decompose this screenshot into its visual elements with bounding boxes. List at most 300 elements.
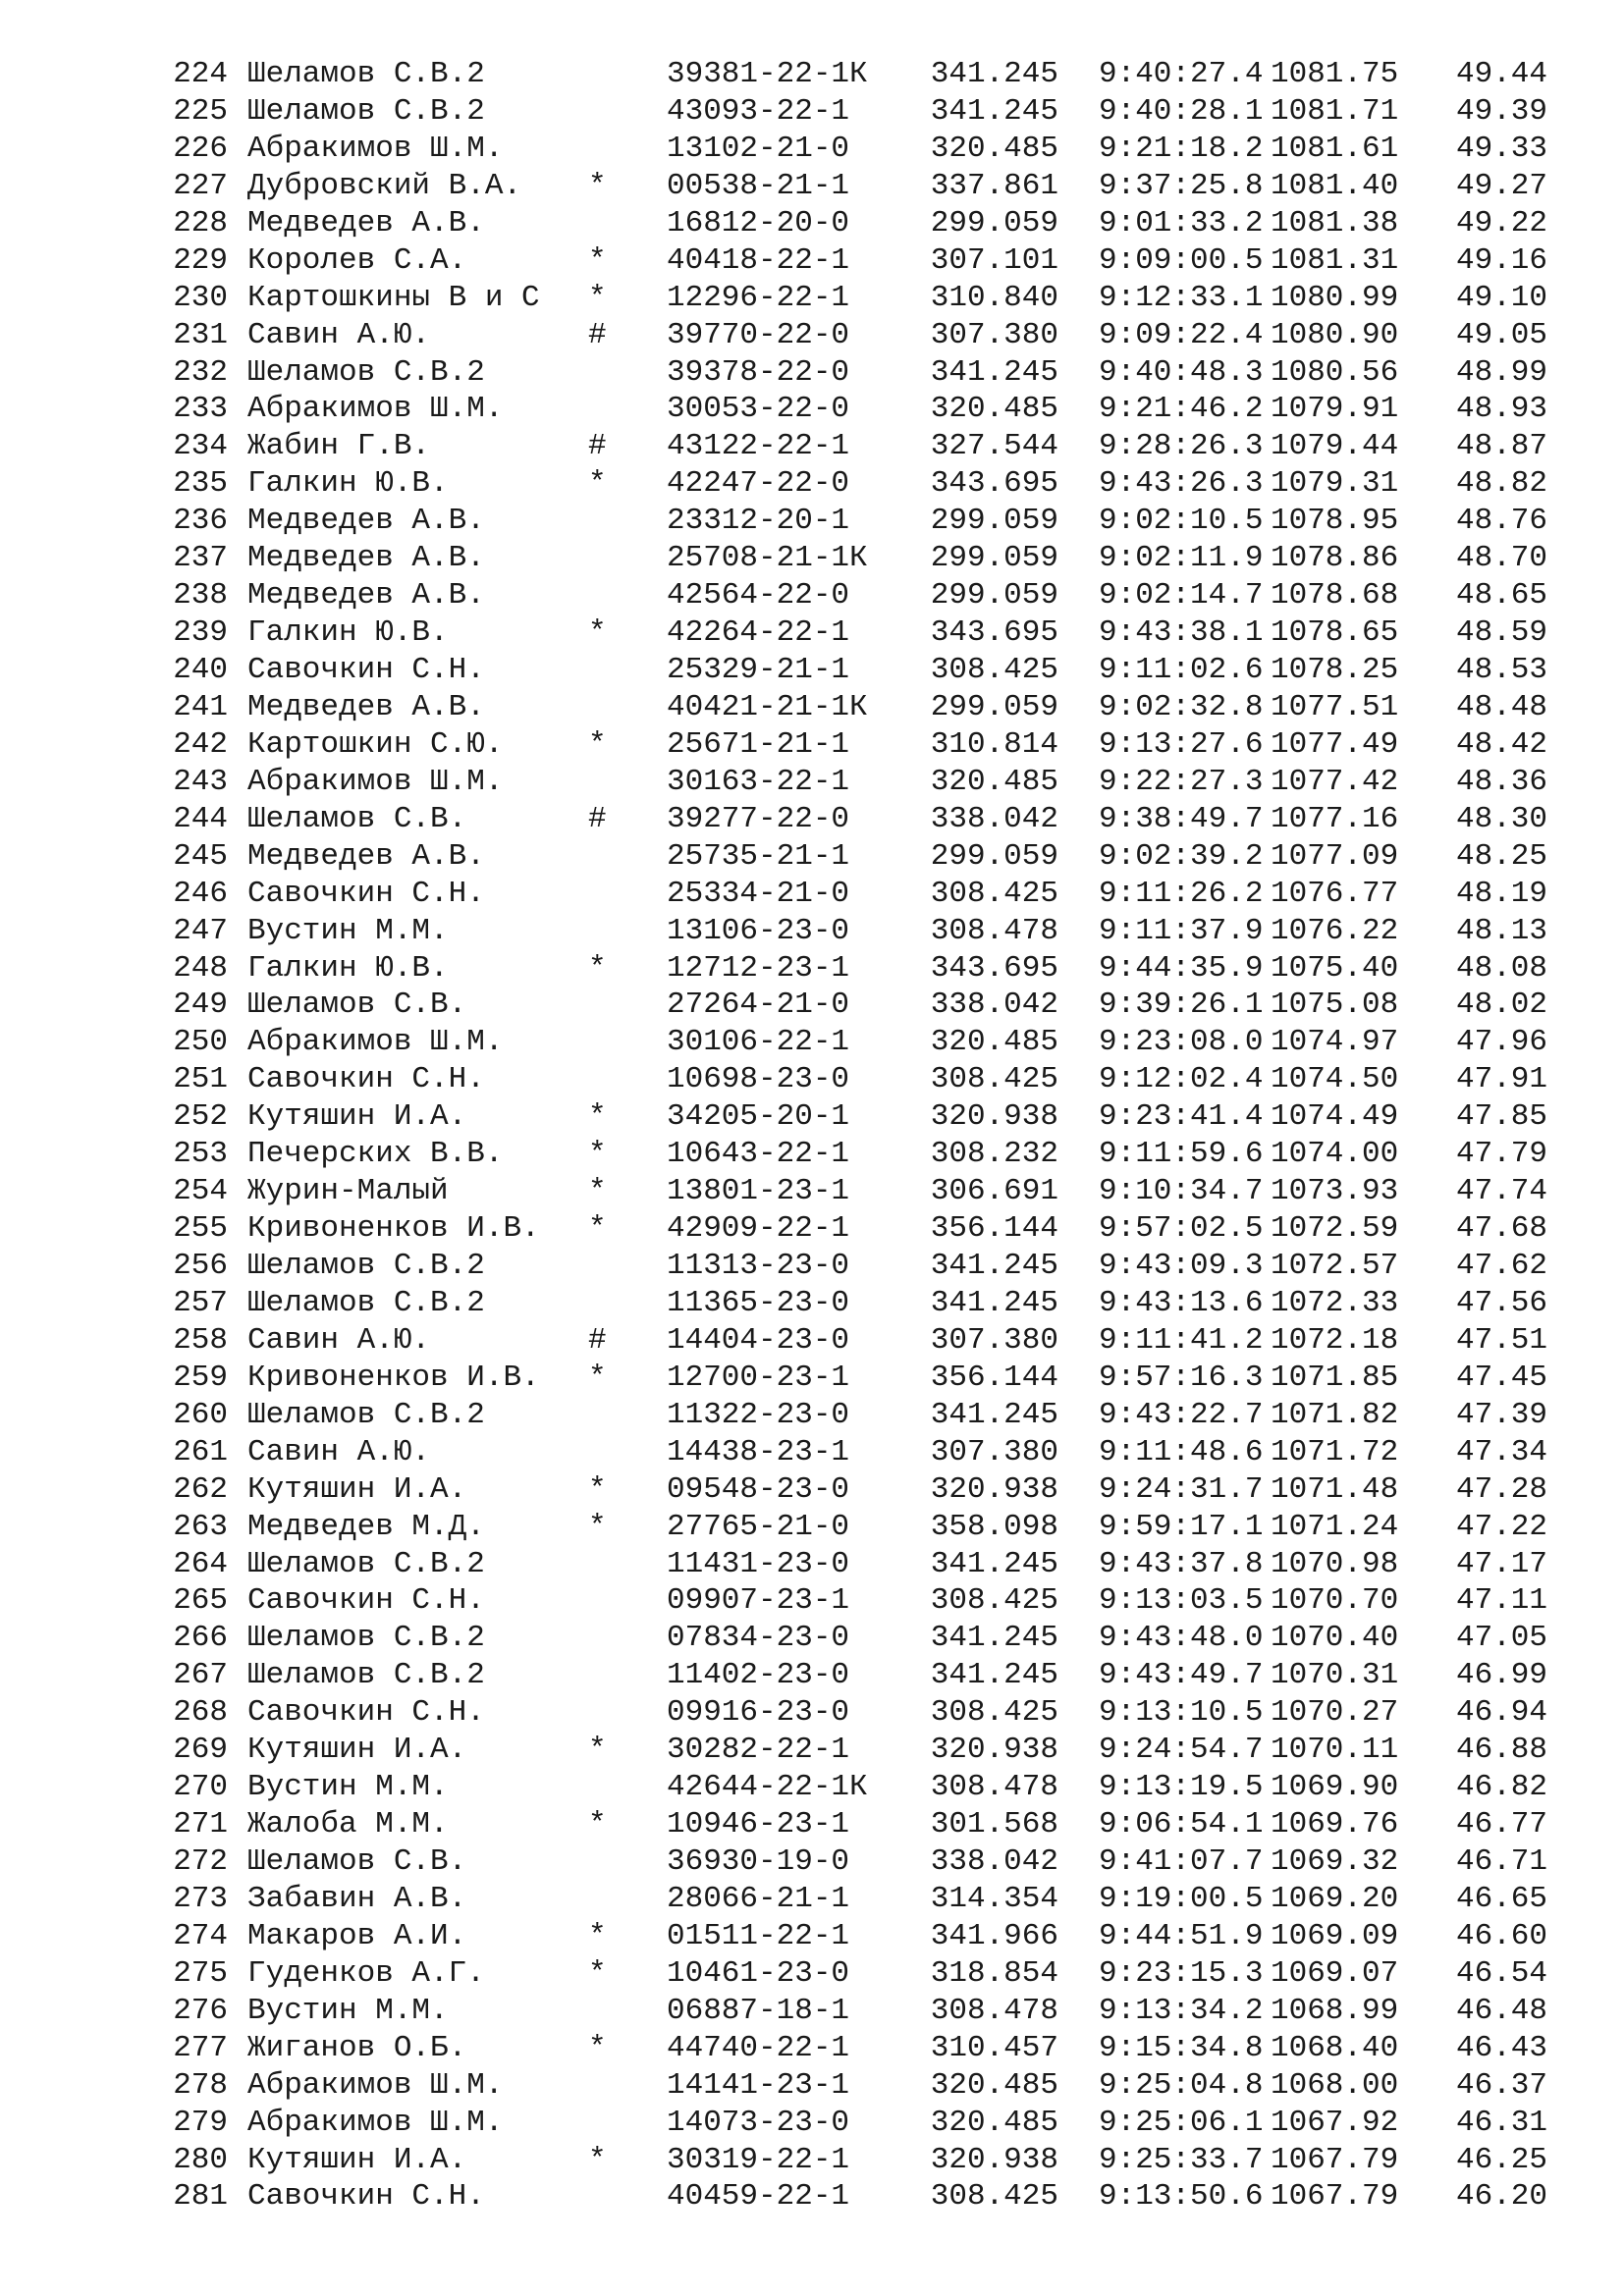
distance-cell: 308.478 — [930, 1770, 1058, 1805]
table-row — [171, 1136, 1585, 1173]
ring-number-cell: 30282-22-1 — [667, 1733, 850, 1768]
marker-cell: * — [588, 466, 607, 502]
arrival-time-cell: 9:21:18.2 — [1099, 131, 1264, 166]
arrival-time-cell: 9:02:32.8 — [1099, 689, 1264, 724]
distance-cell: 308.425 — [930, 2179, 1058, 2215]
ring-number-cell: 40459-22-1 — [667, 2179, 850, 2215]
arrival-time-cell: 9:43:26.3 — [1099, 466, 1264, 502]
table-row — [171, 93, 1585, 131]
place-cell: 255 — [173, 1211, 228, 1247]
speed-cell: 1070.98 — [1271, 1546, 1399, 1581]
ring-number-cell: 14141-23-1 — [667, 2067, 850, 2103]
place-cell: 260 — [173, 1397, 228, 1432]
arrival-time-cell: 9:40:28.1 — [1099, 93, 1264, 129]
table-row — [171, 1471, 1585, 1509]
table-row — [171, 2105, 1585, 2142]
fancier-name-cell: Кутяшин И.А. — [247, 1471, 467, 1507]
fancier-name-cell: Савочкин С.Н. — [247, 2179, 485, 2215]
points-cell: 46.43 — [1455, 2030, 1547, 2065]
place-cell: 243 — [173, 764, 228, 799]
arrival-time-cell: 9:59:17.1 — [1099, 1509, 1264, 1544]
marker-cell: * — [588, 726, 607, 762]
distance-cell: 318.854 — [930, 1955, 1058, 1991]
fancier-name-cell: Медведев М.Д. — [247, 1509, 485, 1544]
arrival-time-cell: 9:57:16.3 — [1099, 1360, 1264, 1395]
distance-cell: 308.425 — [930, 1583, 1058, 1619]
speed-cell: 1069.20 — [1271, 1881, 1399, 1916]
ring-number-cell: 12712-23-1 — [667, 950, 850, 986]
place-cell: 278 — [173, 2067, 228, 2103]
fancier-name-cell: Абракимов Ш.М. — [247, 2105, 504, 2140]
speed-cell: 1068.40 — [1271, 2030, 1399, 2065]
speed-cell: 1070.70 — [1271, 1583, 1399, 1619]
place-cell: 249 — [173, 988, 228, 1023]
points-cell: 48.53 — [1455, 653, 1547, 687]
place-cell: 264 — [173, 1546, 228, 1581]
place-cell: 250 — [173, 1025, 228, 1060]
table-row — [171, 2067, 1585, 2105]
marker-cell: * — [588, 1509, 607, 1544]
points-cell: 47.51 — [1455, 1322, 1547, 1358]
fancier-name-cell: Вустин М.М. — [247, 913, 449, 948]
fancier-name-cell: Кривоненков И.В. — [247, 1360, 540, 1395]
points-cell: 48.08 — [1455, 950, 1547, 986]
points-cell: 46.48 — [1455, 1993, 1547, 2028]
fancier-name-cell: Королев С.А. — [247, 242, 467, 278]
arrival-time-cell: 9:12:02.4 — [1099, 1062, 1264, 1097]
ring-number-cell: 16812-20-0 — [667, 205, 850, 240]
place-cell: 239 — [173, 615, 228, 651]
speed-cell: 1076.22 — [1271, 913, 1399, 948]
fancier-name-cell: Савин А.Ю. — [247, 1434, 431, 1469]
speed-cell: 1072.57 — [1271, 1249, 1399, 1283]
fancier-name-cell: Жиганов О.Б. — [247, 2030, 467, 2065]
place-cell: 261 — [173, 1434, 228, 1469]
points-cell: 47.22 — [1455, 1509, 1547, 1544]
distance-cell: 320.938 — [930, 1733, 1058, 1768]
place-cell: 267 — [173, 1658, 228, 1693]
place-cell: 280 — [173, 2142, 228, 2177]
speed-cell: 1072.18 — [1271, 1322, 1399, 1358]
speed-cell: 1067.79 — [1271, 2179, 1399, 2215]
ring-number-cell: 11402-23-0 — [667, 1658, 850, 1693]
ring-number-cell: 07834-23-0 — [667, 1621, 850, 1656]
speed-cell: 1070.31 — [1271, 1658, 1399, 1693]
distance-cell: 338.042 — [930, 801, 1058, 836]
place-cell: 265 — [173, 1583, 228, 1619]
table-row — [171, 2178, 1585, 2216]
ring-number-cell: 10461-23-0 — [667, 1955, 850, 1991]
place-cell: 248 — [173, 950, 228, 986]
marker-cell: * — [588, 242, 607, 278]
place-cell: 262 — [173, 1471, 228, 1507]
arrival-time-cell: 9:41:07.7 — [1099, 1844, 1264, 1879]
marker-cell: * — [588, 1471, 607, 1507]
ring-number-cell: 09907-23-1 — [667, 1583, 850, 1619]
place-cell: 269 — [173, 1733, 228, 1768]
speed-cell: 1077.09 — [1271, 838, 1399, 874]
ring-number-cell: 10698-23-0 — [667, 1062, 850, 1097]
marker-cell: * — [588, 1918, 607, 1953]
speed-cell: 1074.50 — [1271, 1062, 1399, 1097]
results-table — [171, 56, 1585, 2216]
arrival-time-cell: 9:13:34.2 — [1099, 1993, 1264, 2028]
points-cell: 47.34 — [1455, 1434, 1547, 1469]
fancier-name-cell: Кутяшин И.А. — [247, 1099, 467, 1135]
points-cell: 49.22 — [1455, 205, 1547, 240]
table-row — [171, 577, 1585, 614]
table-row — [171, 1620, 1585, 1657]
distance-cell: 338.042 — [930, 988, 1058, 1023]
ring-number-cell: 25671-21-1 — [667, 726, 850, 762]
ring-number-cell: 39277-22-0 — [667, 801, 850, 836]
distance-cell: 299.059 — [930, 504, 1058, 539]
ring-number-cell: 10643-22-1 — [667, 1137, 850, 1172]
speed-cell: 1077.16 — [1271, 801, 1399, 836]
distance-cell: 338.042 — [930, 1844, 1058, 1879]
speed-cell: 1069.32 — [1271, 1844, 1399, 1879]
place-cell: 231 — [173, 317, 228, 352]
speed-cell: 1075.08 — [1271, 988, 1399, 1023]
place-cell: 277 — [173, 2030, 228, 2065]
table-row — [171, 689, 1585, 726]
points-cell: 46.82 — [1455, 1770, 1547, 1805]
fancier-name-cell: Савочкин С.Н. — [247, 653, 485, 687]
ring-number-cell: 09916-23-0 — [667, 1695, 850, 1731]
table-row — [171, 1509, 1585, 1546]
arrival-time-cell: 9:11:59.6 — [1099, 1137, 1264, 1172]
place-cell: 235 — [173, 466, 228, 502]
distance-cell: 314.354 — [930, 1881, 1058, 1916]
speed-cell: 1080.56 — [1271, 354, 1399, 390]
ring-number-cell: 25334-21-0 — [667, 876, 850, 911]
ring-number-cell: 40421-21-1К — [667, 689, 868, 724]
points-cell: 48.48 — [1455, 689, 1547, 724]
speed-cell: 1077.51 — [1271, 689, 1399, 724]
table-row — [171, 764, 1585, 801]
fancier-name-cell: Шеламов С.В.2 — [247, 57, 485, 91]
fancier-name-cell: Кутяшин И.А. — [247, 2142, 467, 2177]
arrival-time-cell: 9:13:50.6 — [1099, 2179, 1264, 2215]
distance-cell: 299.059 — [930, 578, 1058, 614]
points-cell: 49.33 — [1455, 131, 1547, 166]
place-cell: 256 — [173, 1249, 228, 1283]
table-row — [171, 950, 1585, 988]
table-row — [171, 1732, 1585, 1769]
ring-number-cell: 42247-22-0 — [667, 466, 850, 502]
arrival-time-cell: 9:09:22.4 — [1099, 317, 1264, 352]
points-cell: 47.17 — [1455, 1546, 1547, 1581]
distance-cell: 356.144 — [930, 1360, 1058, 1395]
arrival-time-cell: 9:43:48.0 — [1099, 1621, 1264, 1656]
points-cell: 48.70 — [1455, 541, 1547, 576]
speed-cell: 1068.99 — [1271, 1993, 1399, 2028]
distance-cell: 308.425 — [930, 876, 1058, 911]
ring-number-cell: 14404-23-0 — [667, 1322, 850, 1358]
place-cell: 234 — [173, 429, 228, 464]
fancier-name-cell: Гуденков А.Г. — [247, 1955, 485, 1991]
table-row — [171, 652, 1585, 689]
points-cell: 48.65 — [1455, 578, 1547, 614]
distance-cell: 299.059 — [930, 838, 1058, 874]
arrival-time-cell: 9:23:15.3 — [1099, 1955, 1264, 1991]
fancier-name-cell: Печерских В.В. — [247, 1137, 504, 1172]
table-row — [171, 465, 1585, 503]
fancier-name-cell: Шеламов С.В.2 — [247, 1249, 485, 1283]
marker-cell: * — [588, 280, 607, 315]
ring-number-cell: 00538-21-1 — [667, 168, 850, 203]
ring-number-cell: 06887-18-1 — [667, 1993, 850, 2028]
arrival-time-cell: 9:40:48.3 — [1099, 354, 1264, 390]
ring-number-cell: 34205-20-1 — [667, 1099, 850, 1135]
distance-cell: 337.861 — [930, 168, 1058, 203]
table-row — [171, 1843, 1585, 1881]
place-cell: 258 — [173, 1322, 228, 1358]
place-cell: 233 — [173, 392, 228, 427]
points-cell: 48.19 — [1455, 876, 1547, 911]
speed-cell: 1070.40 — [1271, 1621, 1399, 1656]
ring-number-cell: 43093-22-1 — [667, 93, 850, 129]
place-cell: 268 — [173, 1695, 228, 1731]
speed-cell: 1069.07 — [1271, 1955, 1399, 1991]
points-cell: 48.02 — [1455, 988, 1547, 1023]
ring-number-cell: 14073-23-0 — [667, 2105, 850, 2140]
points-cell: 48.30 — [1455, 801, 1547, 836]
fancier-name-cell: Абракимов Ш.М. — [247, 392, 504, 427]
ring-number-cell: 42564-22-0 — [667, 578, 850, 614]
table-row — [171, 391, 1585, 428]
points-cell: 47.28 — [1455, 1471, 1547, 1507]
distance-cell: 308.425 — [930, 653, 1058, 687]
arrival-time-cell: 9:02:39.2 — [1099, 838, 1264, 874]
distance-cell: 308.232 — [930, 1137, 1058, 1172]
points-cell: 47.74 — [1455, 1174, 1547, 1209]
fancier-name-cell: Савочкин С.Н. — [247, 876, 485, 911]
points-cell: 48.36 — [1455, 764, 1547, 799]
fancier-name-cell: Картошкины В и С — [247, 280, 540, 315]
arrival-time-cell: 9:10:34.7 — [1099, 1174, 1264, 1209]
ring-number-cell: 27264-21-0 — [667, 988, 850, 1023]
points-cell: 49.05 — [1455, 317, 1547, 352]
ring-number-cell: 01511-22-1 — [667, 1918, 850, 1953]
ring-number-cell: 28066-21-1 — [667, 1881, 850, 1916]
distance-cell: 307.380 — [930, 1434, 1058, 1469]
table-row — [171, 1098, 1585, 1136]
distance-cell: 341.966 — [930, 1918, 1058, 1953]
fancier-name-cell: Абракимов Ш.М. — [247, 2067, 504, 2103]
distance-cell: 343.695 — [930, 615, 1058, 651]
table-row — [171, 1918, 1585, 1955]
place-cell: 271 — [173, 1807, 228, 1842]
table-row — [171, 987, 1585, 1024]
place-cell: 270 — [173, 1770, 228, 1805]
points-cell: 47.05 — [1455, 1621, 1547, 1656]
table-row — [171, 1397, 1585, 1434]
points-cell: 47.91 — [1455, 1062, 1547, 1097]
fancier-name-cell: Медведев А.В. — [247, 689, 485, 724]
points-cell: 47.39 — [1455, 1397, 1547, 1432]
fancier-name-cell: Шеламов С.В.2 — [247, 1546, 485, 1581]
place-cell: 230 — [173, 280, 228, 315]
arrival-time-cell: 9:43:49.7 — [1099, 1658, 1264, 1693]
arrival-time-cell: 9:01:33.2 — [1099, 205, 1264, 240]
points-cell: 47.11 — [1455, 1583, 1547, 1619]
fancier-name-cell: Кутяшин И.А. — [247, 1733, 467, 1768]
table-row — [171, 1360, 1585, 1397]
speed-cell: 1081.38 — [1271, 205, 1399, 240]
ring-number-cell: 12296-22-1 — [667, 280, 850, 315]
speed-cell: 1081.75 — [1271, 57, 1399, 91]
table-row — [171, 317, 1585, 354]
distance-cell: 341.245 — [930, 1658, 1058, 1693]
arrival-time-cell: 9:43:22.7 — [1099, 1397, 1264, 1432]
points-cell: 46.60 — [1455, 1918, 1547, 1953]
table-row — [171, 1322, 1585, 1360]
speed-cell: 1074.00 — [1271, 1137, 1399, 1172]
speed-cell: 1071.85 — [1271, 1360, 1399, 1395]
arrival-time-cell: 9:13:19.5 — [1099, 1770, 1264, 1805]
arrival-time-cell: 9:02:11.9 — [1099, 541, 1264, 576]
table-row — [171, 1546, 1585, 1583]
table-row — [171, 913, 1585, 950]
ring-number-cell: 11431-23-0 — [667, 1546, 850, 1581]
fancier-name-cell: Медведев А.В. — [247, 578, 485, 614]
distance-cell: 341.245 — [930, 1397, 1058, 1432]
table-row — [171, 1285, 1585, 1322]
distance-cell: 358.098 — [930, 1509, 1058, 1544]
arrival-time-cell: 9:37:25.8 — [1099, 168, 1264, 203]
distance-cell: 307.380 — [930, 1322, 1058, 1358]
speed-cell: 1071.72 — [1271, 1434, 1399, 1469]
fancier-name-cell: Медведев А.В. — [247, 205, 485, 240]
ring-number-cell: 39378-22-0 — [667, 354, 850, 390]
speed-cell: 1069.90 — [1271, 1770, 1399, 1805]
marker-cell: * — [588, 168, 607, 203]
place-cell: 224 — [173, 57, 228, 91]
distance-cell: 310.814 — [930, 726, 1058, 762]
distance-cell: 356.144 — [930, 1211, 1058, 1247]
points-cell: 48.93 — [1455, 392, 1547, 427]
points-cell: 48.99 — [1455, 354, 1547, 390]
speed-cell: 1074.49 — [1271, 1099, 1399, 1135]
arrival-time-cell: 9:40:27.4 — [1099, 57, 1264, 91]
table-row — [171, 2030, 1585, 2067]
arrival-time-cell: 9:02:14.7 — [1099, 578, 1264, 614]
arrival-time-cell: 9:21:46.2 — [1099, 392, 1264, 427]
arrival-time-cell: 9:11:41.2 — [1099, 1322, 1264, 1358]
marker-cell: * — [588, 1733, 607, 1768]
place-cell: 252 — [173, 1099, 228, 1135]
distance-cell: 320.938 — [930, 1099, 1058, 1135]
points-cell: 47.68 — [1455, 1211, 1547, 1247]
distance-cell: 310.457 — [930, 2030, 1058, 2065]
speed-cell: 1079.44 — [1271, 429, 1399, 464]
fancier-name-cell: Забавин А.В. — [247, 1881, 467, 1916]
distance-cell: 320.485 — [930, 2105, 1058, 2140]
place-cell: 244 — [173, 801, 228, 836]
speed-cell: 1078.65 — [1271, 615, 1399, 651]
arrival-time-cell: 9:44:35.9 — [1099, 950, 1264, 986]
speed-cell: 1074.97 — [1271, 1025, 1399, 1060]
points-cell: 47.62 — [1455, 1249, 1547, 1283]
distance-cell: 307.101 — [930, 242, 1058, 278]
table-row — [171, 428, 1585, 465]
ring-number-cell: 39770-22-0 — [667, 317, 850, 352]
arrival-time-cell: 9:23:08.0 — [1099, 1025, 1264, 1060]
ring-number-cell: 11322-23-0 — [667, 1397, 850, 1432]
table-row — [171, 1248, 1585, 1285]
distance-cell: 299.059 — [930, 689, 1058, 724]
place-cell: 274 — [173, 1918, 228, 1953]
arrival-time-cell: 9:13:27.6 — [1099, 726, 1264, 762]
arrival-time-cell: 9:12:33.1 — [1099, 280, 1264, 315]
speed-cell: 1070.27 — [1271, 1695, 1399, 1731]
distance-cell: 341.245 — [930, 1249, 1058, 1283]
points-cell: 47.79 — [1455, 1137, 1547, 1172]
distance-cell: 320.485 — [930, 2067, 1058, 2103]
ring-number-cell: 25735-21-1 — [667, 838, 850, 874]
distance-cell: 308.425 — [930, 1062, 1058, 1097]
marker-cell: * — [588, 1807, 607, 1842]
arrival-time-cell: 9:43:38.1 — [1099, 615, 1264, 651]
table-row — [171, 1806, 1585, 1843]
points-cell: 49.39 — [1455, 93, 1547, 129]
table-row — [171, 131, 1585, 168]
place-cell: 242 — [173, 726, 228, 762]
arrival-time-cell: 9:11:48.6 — [1099, 1434, 1264, 1469]
points-cell: 46.71 — [1455, 1844, 1547, 1879]
arrival-time-cell: 9:02:10.5 — [1099, 504, 1264, 539]
fancier-name-cell: Шеламов С.В.2 — [247, 1285, 485, 1320]
ring-number-cell: 27765-21-0 — [667, 1509, 850, 1544]
place-cell: 251 — [173, 1062, 228, 1097]
fancier-name-cell: Кривоненков И.В. — [247, 1211, 540, 1247]
fancier-name-cell: Шеламов С.В.2 — [247, 1397, 485, 1432]
fancier-name-cell: Медведев А.В. — [247, 838, 485, 874]
speed-cell: 1073.93 — [1271, 1174, 1399, 1209]
ring-number-cell: 13106-23-0 — [667, 913, 850, 948]
ring-number-cell: 14438-23-1 — [667, 1434, 850, 1469]
fancier-name-cell: Абракимов Ш.М. — [247, 1025, 504, 1060]
table-row — [171, 56, 1585, 93]
distance-cell: 308.425 — [930, 1695, 1058, 1731]
speed-cell: 1078.86 — [1271, 541, 1399, 576]
table-row — [171, 876, 1585, 913]
arrival-time-cell: 9:57:02.5 — [1099, 1211, 1264, 1247]
arrival-time-cell: 9:22:27.3 — [1099, 764, 1264, 799]
speed-cell: 1067.79 — [1271, 2142, 1399, 2177]
table-row — [171, 2142, 1585, 2179]
arrival-time-cell: 9:23:41.4 — [1099, 1099, 1264, 1135]
ring-number-cell: 10946-23-1 — [667, 1807, 850, 1842]
points-cell: 46.37 — [1455, 2067, 1547, 2103]
distance-cell: 320.485 — [930, 1025, 1058, 1060]
table-row — [171, 1993, 1585, 2030]
arrival-time-cell: 9:24:54.7 — [1099, 1733, 1264, 1768]
place-cell: 225 — [173, 93, 228, 129]
fancier-name-cell: Шеламов С.В. — [247, 988, 467, 1023]
table-row — [171, 168, 1585, 205]
place-cell: 228 — [173, 205, 228, 240]
distance-cell: 341.245 — [930, 1285, 1058, 1320]
speed-cell: 1079.91 — [1271, 392, 1399, 427]
ring-number-cell: 11313-23-0 — [667, 1249, 850, 1283]
table-row — [171, 503, 1585, 540]
ring-number-cell: 44740-22-1 — [667, 2030, 850, 2065]
ring-number-cell: 25329-21-1 — [667, 653, 850, 687]
points-cell: 46.88 — [1455, 1733, 1547, 1768]
marker-cell: * — [588, 950, 607, 986]
